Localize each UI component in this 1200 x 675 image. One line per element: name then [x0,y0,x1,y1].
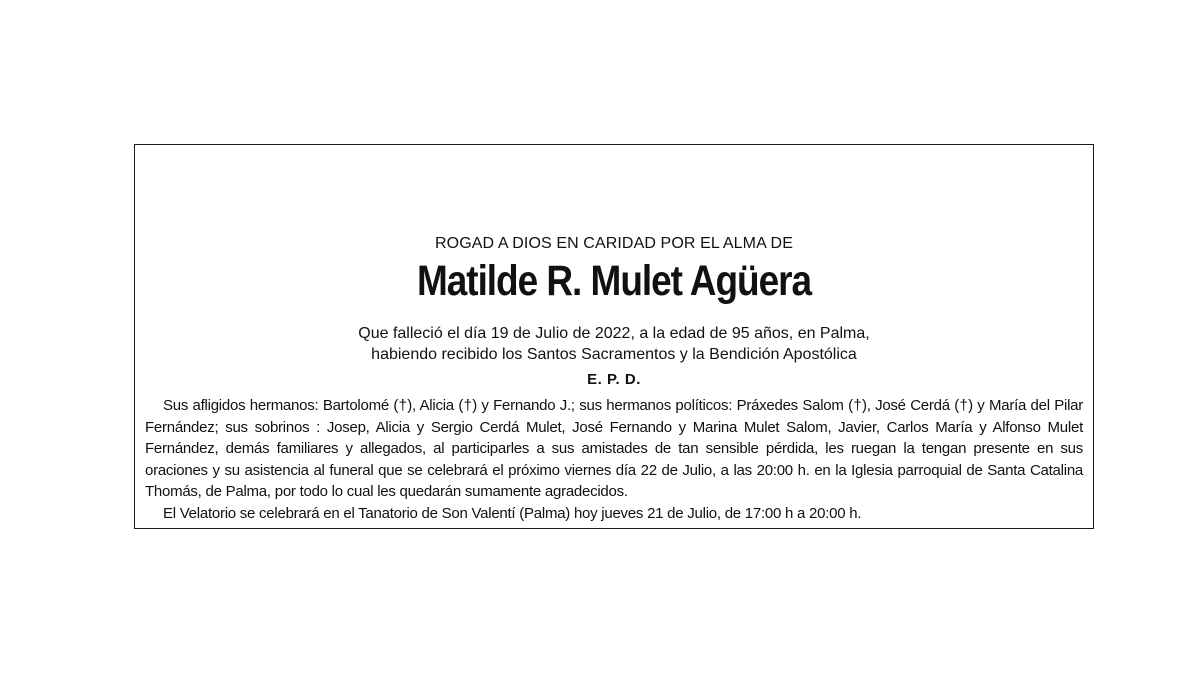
obituary-notice [134,144,1094,529]
deceased-name: Matilde R. Mulet Agüera [416,257,812,305]
death-info-line-1: Que falleció el día 19 de Julio de 2022, a la edad de 95 años, en Palma, [358,325,870,342]
family-paragraph: Sus afligidos hermanos: Bartolomé (†), Alicia (†) y Fernando J.; sus hermanos políticos: Práxedes Salom (†), José Cerdá (†) y María del Pilar Fernández; sus sobrinos : Josep, Alicia y Sergio Cerdá Mulet, José Fernando y Marina Mulet Salom, Javier, Carlos María y Alfonso Mulet Fernández, demás familiares y allegados, al participarles a sus amistades de tan sensible pérdida, les ruegan la tengan presente en sus oraciones y su asistencia al funeral que se celebrará el próximo viernes día 22 de Julio, a las 20:00 h. en la Iglesia parroquial de Santa Catalina Thomás, de Palma, por todo lo cual les quedarán sumamente agradecidos. [145,397,1083,500]
death-info [135,323,1093,365]
death-info-line-2: habiendo recibido los Santos Sacramentos y la Bendición Apostólica [371,346,857,363]
wake-paragraph: El Velatorio se celebrará en el Tanatorio de Son Valentí (Palma) hoy jueves 21 de Julio, de 17:00 h a 20:00 h. [163,504,862,522]
epd-abbreviation: E. P. D. [587,371,641,388]
notice-body [145,395,1083,524]
notice-header: ROGAD A DIOS EN CARIDAD POR EL ALMA DE [435,235,793,252]
